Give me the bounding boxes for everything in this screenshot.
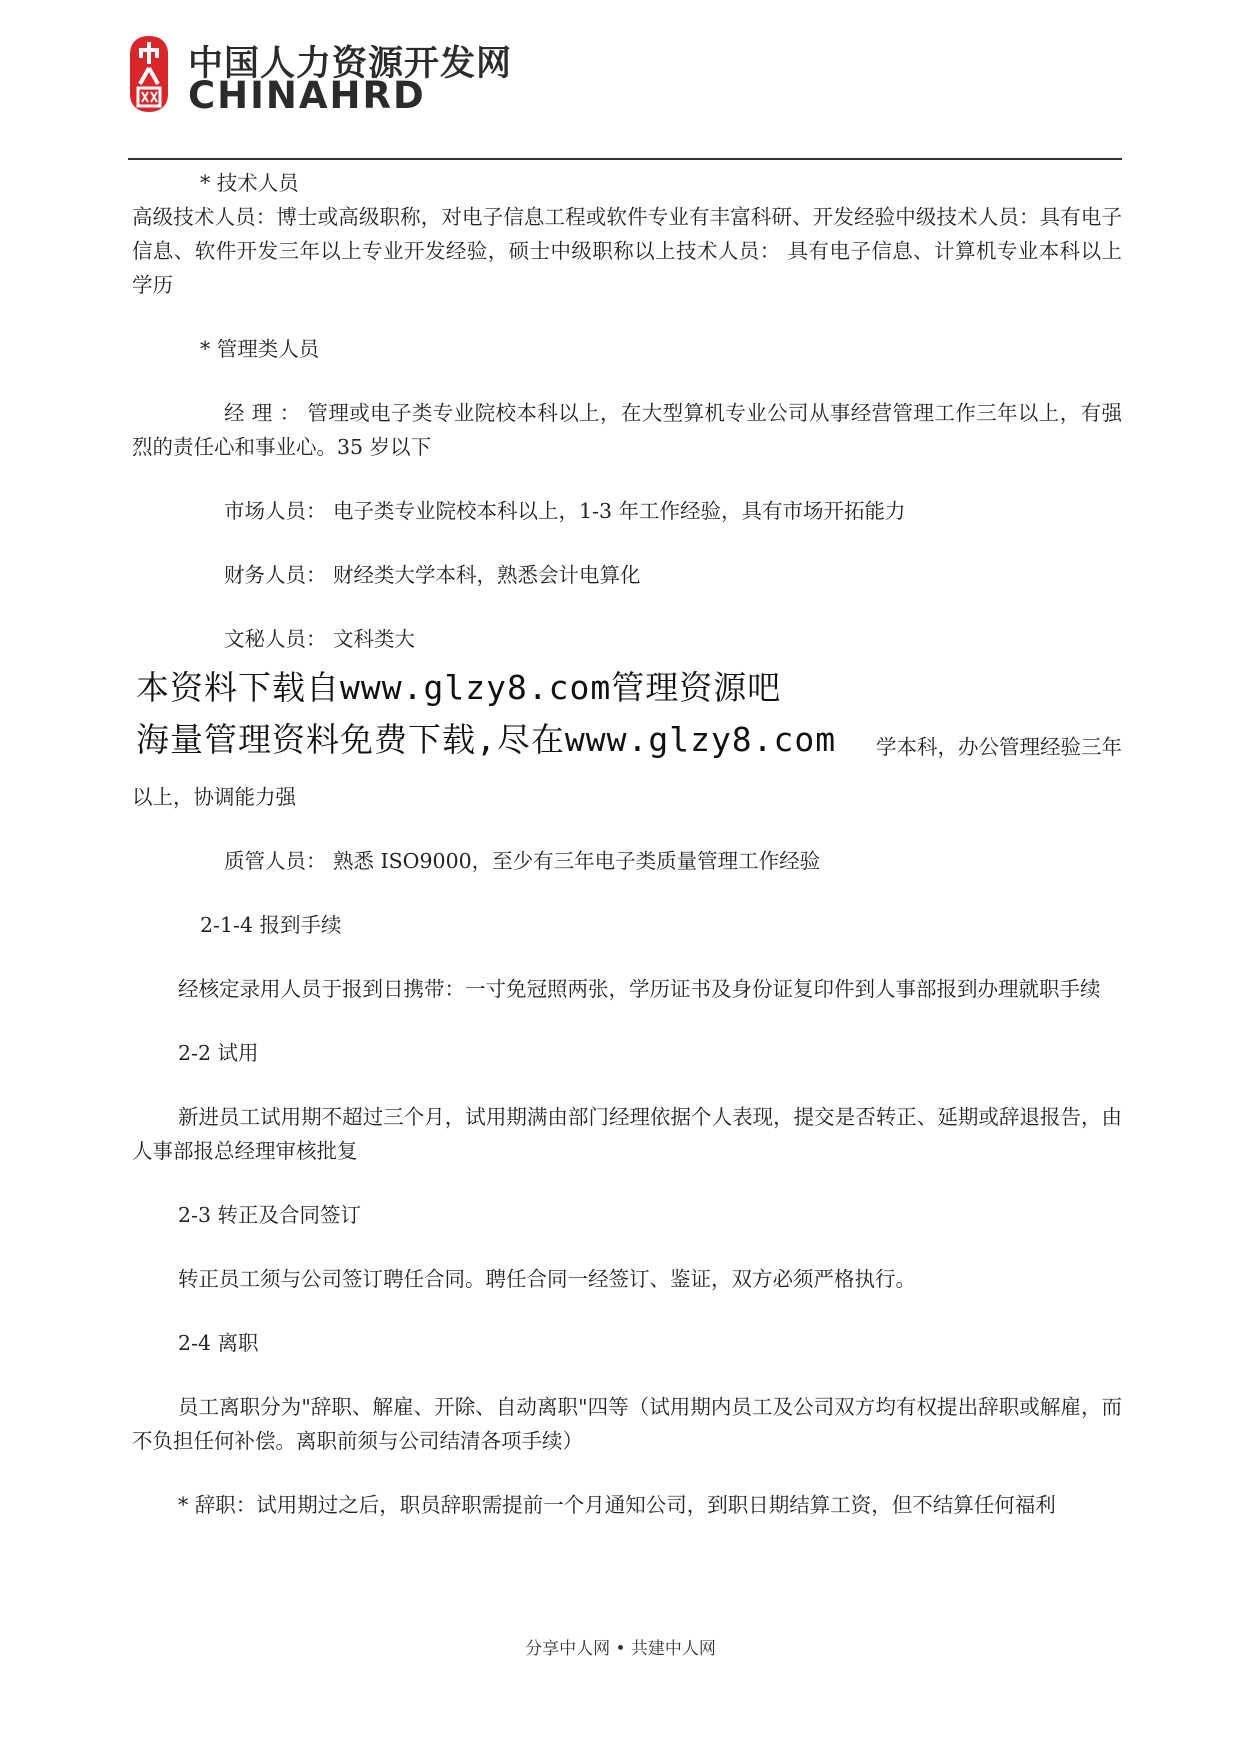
section-2-4-paragraph: 员工离职分为"辞职、解雇、开除、自动离职"四等（试用期内员工及公司双方均有权提出辞职或解雇，而不负担任何补偿。离职前须与公司结清各项手续） [132,1395,1122,1453]
section-2-1-4-paragraph: 经核定录用人员于报到日携带：一寸免冠照两张，学历证书及身份证复印件到人事部报到办理就职手续 [178,977,1101,1001]
logo-chinese-text: 中国人力资源开发网 [188,44,513,84]
finance-paragraph: 财务人员： 财经类大学本科，熟悉会计电算化 [224,563,641,587]
section-2-1-4-heading: 2-1-4 报到手续 [200,913,342,937]
watermark-block [132,662,1122,780]
manager-paragraph: 经 理 ： 管理或电子类专业院校本科以上，在大型算机专业公司从事经营管理工作三年以上，有强烈的责任心和事业心。35 岁以下 [132,401,1122,459]
section-2-2-paragraph: 新进员工试用期不超过三个月，试用期满由部门经理依据个人表现，提交是否转正、延期或辞退报告，由人事部报总经理审核批复 [132,1105,1122,1163]
section-2-4-heading: 2-4 离职 [178,1331,259,1355]
section-2-3-heading: 2-3 转正及合同签订 [178,1203,362,1227]
watermark-line-2: 海量管理资料免费下载,尽在www.glzy8.com [136,720,837,759]
mgmt-heading: * 管理类人员 [200,337,320,361]
section-2-3-paragraph: 转正员工须与公司签订聘任合同。聘任合同一经签订、鉴证，双方必须严格执行。 [178,1267,916,1291]
tech-paragraph: 高级技术人员：博士或高级职称，对电子信息工程或软件专业有丰富科研、开发经验中级技术人员：具有电子信息、软件开发三年以上专业开发经验，硕士中级职称以上技术人员： 具有电子信息、计算机专业本科以上学历 [132,205,1122,297]
page-footer: 分享中人网 • 共建中人网 [525,1639,716,1659]
watermark-line-1: 本资料下载自www.glzy8.com管理资源吧 [136,668,782,707]
secretary-continuation: 学本科，办公管理经验三年 [876,735,1122,759]
logo-english-text: CHINAHRD [188,74,426,117]
secretary-continuation-2: 以上，协调能力强 [132,785,296,809]
secretary-paragraph: 文秘人员： 文科类大 [224,627,416,651]
document-body [132,166,1122,1522]
quality-paragraph: 质管人员： 熟悉 ISO9000，至少有三年电子类质量管理工作经验 [224,849,821,873]
header-divider [128,158,1122,160]
market-paragraph: 市场人员： 电子类专业院校本科以上，1-3 年工作经验，具有市场开拓能力 [224,499,906,523]
tech-heading: * 技术人员 [200,171,299,195]
resign-paragraph: * 辞职：试用期过之后，职员辞职需提前一个月通知公司，到职日期结算工资，但不结算任何福利 [178,1493,1056,1517]
section-2-2-heading: 2-2 试用 [178,1041,259,1065]
site-logo [128,30,528,116]
chinahrd-badge-icon [128,34,170,114]
